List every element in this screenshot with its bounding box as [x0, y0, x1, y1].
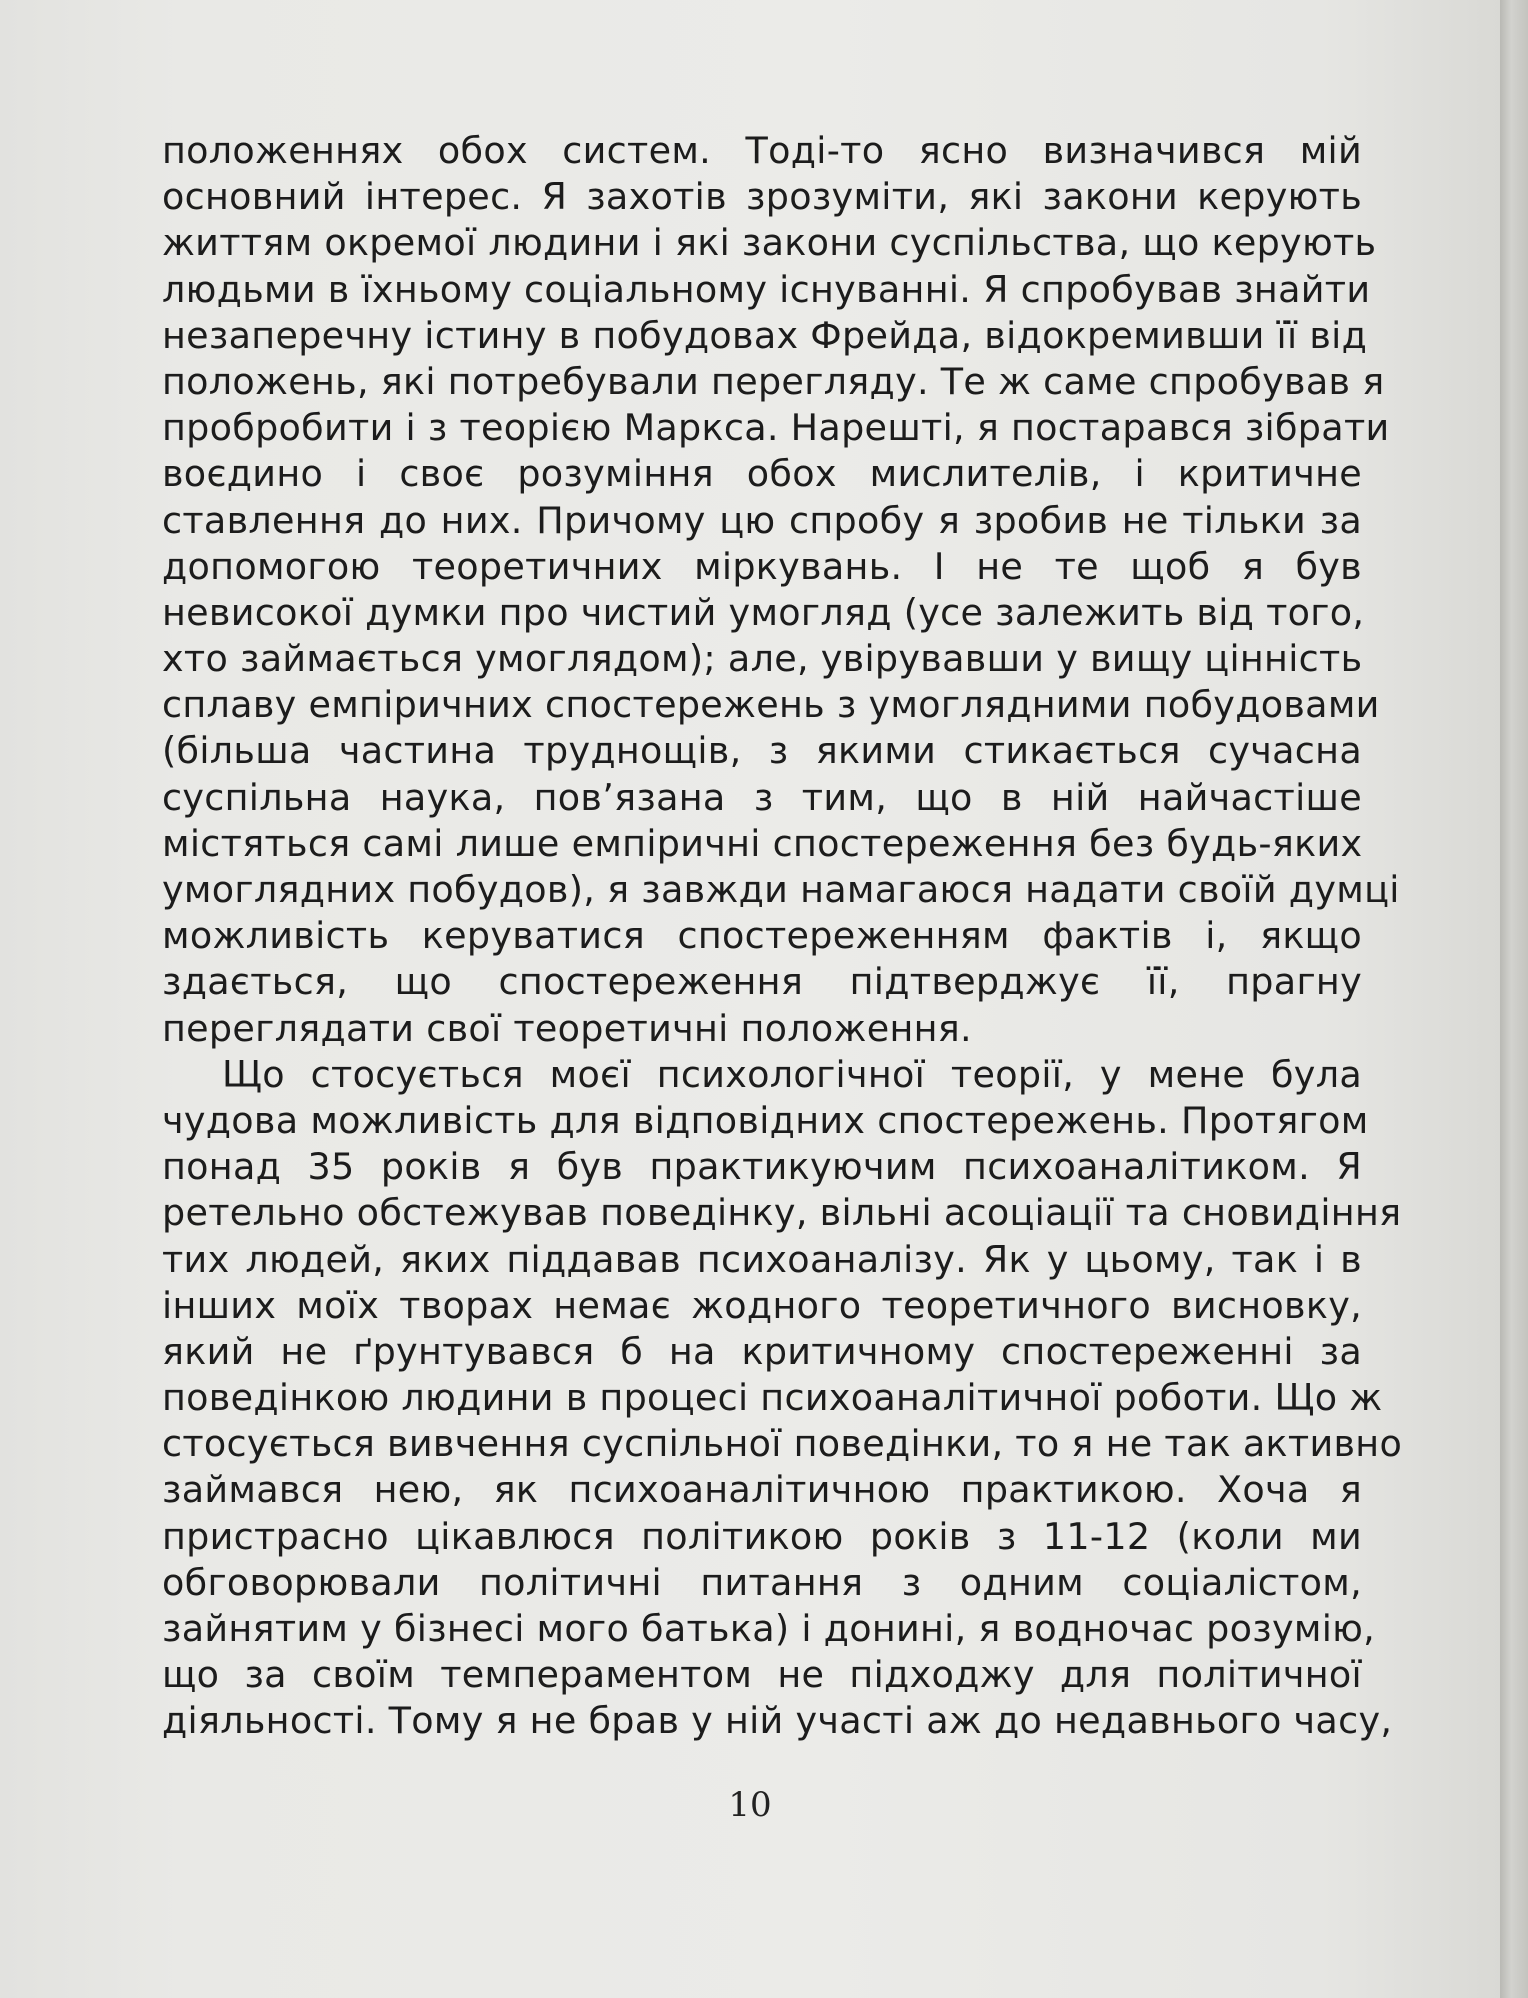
text-line: незаперечну істину в побудовах Фрейда, відокремивши її від: [162, 313, 1368, 357]
text-line: чудова можливість для відповідних спостережень. Протягом: [162, 1098, 1369, 1142]
text-line: пристрасно цікавлюся політикою років з 11-12 (коли ми: [162, 1514, 1362, 1558]
text-line: умоглядних побудов), я завжди намагаюся надати своїй думці: [162, 868, 1400, 911]
page-edge: [1500, 0, 1528, 1998]
text-line: Що стосується моєї психологічної теорії, у мене була: [222, 1052, 1362, 1096]
text-line: можливість керуватися спостереженням фактів і, якщо: [162, 914, 1362, 958]
text-line: невисокої думки про чистий умогляд (усе залежить від того,: [162, 590, 1365, 634]
text-line: хто займається умоглядом); але, увірувавши у вищу цінність: [162, 637, 1363, 681]
text-line: допомогою теоретичних міркувань. І не те щоб я був: [162, 544, 1362, 588]
text-line: зайнятим у бізнесі мого батька) і донині, я водночас розумію,: [162, 1607, 1376, 1650]
text-line: положень, які потребували перегляду. Те ж саме спробував я: [162, 359, 1385, 403]
text-line: понад 35 років я був практикуючим психоаналітиком. Я: [162, 1145, 1362, 1189]
page-number: 10: [728, 1785, 772, 1825]
text-line: який не ґрунтувався б на критичному спостереженні за: [162, 1329, 1362, 1373]
text-line: ставлення до них. Причому цю спробу я зробив не тільки за: [162, 498, 1362, 542]
text-line: воєдино і своє розуміння обох мислителів, і критичне: [162, 452, 1362, 496]
text-line: людьми в їхньому соціальному існуванні. Я спробував знайти: [162, 267, 1371, 311]
text-line: поведінкою людини в процесі психоаналітичної роботи. Що ж: [162, 1376, 1383, 1420]
body-text: [162, 128, 1403, 1745]
text-line: основний інтерес. Я захотів зрозуміти, які закони керують: [162, 175, 1362, 219]
text-line: суспільна наука, пов’язана з тим, що в ній найчастіше: [162, 775, 1362, 819]
text-line: (більша частина труднощів, з якими стикається сучасна: [162, 729, 1362, 773]
text-line: інших моїх творах немає жодного теоретичного висновку,: [162, 1283, 1362, 1327]
text-line: ретельно обстежував поведінку, вільні асоціації та сновидіння: [162, 1191, 1402, 1235]
text-line: життям окремої людини і які закони суспільства, що керують: [162, 221, 1377, 265]
text-line: сплаву емпіричних спостережень з умоглядними побудовами: [162, 683, 1380, 727]
text-line: діяльності. Тому я не брав у ній участі аж до недавнього часу,: [162, 1699, 1393, 1743]
text-line: що за своїм темпераментом не підходжу для політичної: [162, 1653, 1362, 1697]
text-line: займався нею, як психоаналітичною практикою. Хоча я: [162, 1468, 1362, 1512]
text-line: положеннях обох систем. Тоді-то ясно визначився мій: [162, 129, 1362, 172]
text-line: стосується вивчення суспільної поведінки, то я не так активно: [162, 1422, 1403, 1466]
text-line: обговорювали політичні питання з одним соціалістом,: [162, 1560, 1362, 1604]
text-line: пробробити і з теорією Маркса. Нарешті, я постарався зібрати: [162, 406, 1390, 450]
text-line: здається, що спостереження підтверджує її, прагну: [162, 960, 1362, 1004]
text-line: містяться самі лише емпіричні спостереження без будь-яких: [162, 821, 1363, 865]
text-line: переглядати свої теоретичні положення.: [162, 1006, 972, 1050]
text-line: тих людей, яких піддавав психоаналізу. Як у цьому, так і в: [162, 1237, 1362, 1281]
